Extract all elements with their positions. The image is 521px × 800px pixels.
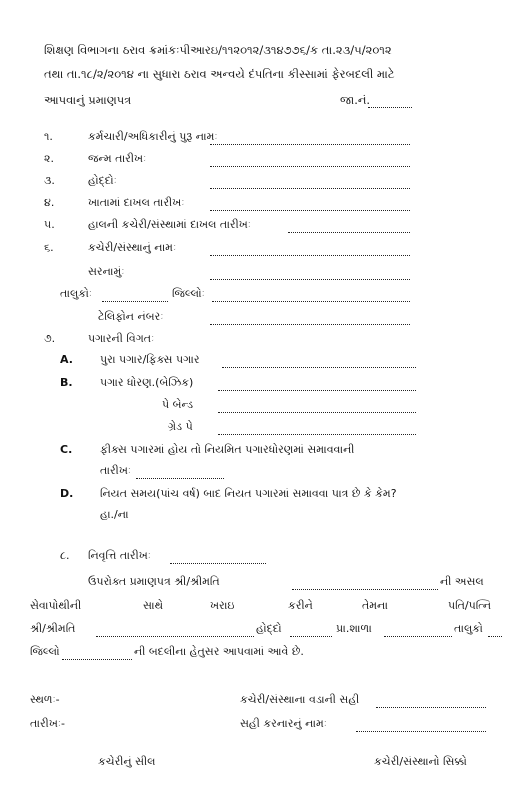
certificate-word-service-book: સેવાપોથીની <box>30 599 82 612</box>
department-joining-date-field[interactable] <box>210 210 410 211</box>
phone-field[interactable] <box>210 324 410 325</box>
salary-d-letter: D. <box>60 487 74 500</box>
item-4-label: ખાતામાં દાખલ તારીખઃ <box>88 196 185 209</box>
certificate-word-their: તેમના <box>362 599 388 612</box>
item-1-number: ૧. <box>44 130 53 143</box>
date-label: તારીખઃ- <box>30 717 65 730</box>
signer-name-field[interactable] <box>356 731 486 732</box>
reference-number-label: જા.નં. <box>340 93 371 107</box>
birth-date-field[interactable] <box>210 166 410 167</box>
retirement-date-label: નિવૃત્તિ તારીખઃ <box>88 549 151 562</box>
fixed-pay-eligibility-question: નિયત સમય(પાંચ વર્ષ) બાદ નિયત પગારમાં સમાવવા પાત્ર છે કે કેમ? <box>100 487 397 500</box>
pay-scale-label: પગાર ધોરણ.(બેઝિક) <box>100 376 194 389</box>
taluka-field[interactable] <box>102 301 168 302</box>
pay-scale-field[interactable] <box>218 390 416 391</box>
place-label: સ્થળઃ- <box>30 693 60 706</box>
item-6-label: કચેરી/સંસ્થાનું નામઃ <box>88 241 177 254</box>
spouse-taluka-field[interactable] <box>488 636 502 637</box>
salary-c-letter: C. <box>60 443 73 456</box>
item-6-number: ૬. <box>44 241 54 254</box>
retirement-date-field[interactable] <box>170 563 266 564</box>
certificate-closing-text: ની બદલીના હેતુસર આપવામાં આવે છે. <box>134 645 304 658</box>
spouse-name-label: શ્રી/શ્રીમતિ <box>30 622 76 635</box>
institution-stamp-label: કચેરી/સંસ્થાનો સિક્કો <box>374 755 467 768</box>
head-signature-label: કચેરી/સંસ્થાના વડાની સહી <box>240 693 360 706</box>
full-salary-label: પુરા પગાર/ફિક્સ પગાર <box>100 353 200 366</box>
primary-school-label: પ્રા.શાળા <box>336 622 372 635</box>
grade-pay-label: ગ્રેડ પે <box>168 420 193 433</box>
spouse-name-field[interactable] <box>96 636 254 637</box>
certificate-word-verify: ખરાઇ <box>210 599 235 612</box>
head-signature-field[interactable] <box>376 707 486 708</box>
primary-school-field[interactable] <box>384 636 452 637</box>
item-3-number: ૩. <box>44 174 55 187</box>
regularization-label: ફીક્સ પગારમાં હોય તો નિયમિત પગારધોરણમાં સમાવવાની <box>100 443 355 456</box>
address-field[interactable] <box>210 279 410 280</box>
spouse-district-label: જિલ્લો <box>30 645 60 658</box>
salary-a-letter: A. <box>60 353 73 366</box>
reference-number-field[interactable] <box>368 107 412 108</box>
designation-field[interactable] <box>210 188 410 189</box>
item-2-number: ૨. <box>44 152 54 165</box>
certificate-word-spouse: પતિ/પત્નિ <box>448 599 492 612</box>
yes-no-answer[interactable]: હા./ના <box>100 508 129 521</box>
item-7-number: ૭. <box>44 332 56 345</box>
certificate-line-1-end: ની અસલ <box>440 575 484 588</box>
item-1-label: કર્મચારી/અધિકારીનું પુરૂ નામઃ <box>88 130 218 143</box>
certificate-word-after: કરીને <box>288 599 313 612</box>
certificate-word-with: સાથે <box>143 599 164 612</box>
certificate-line-1-start: ઉપરોક્ત પ્રમાણપત્ર શ્રી/શ્રીમતિ <box>88 575 220 588</box>
salary-details-title: પગારની વિગતઃ <box>88 332 155 345</box>
full-salary-field[interactable] <box>222 367 416 368</box>
district-label: જિલ્લોઃ <box>172 287 205 300</box>
spouse-district-field[interactable] <box>62 659 132 660</box>
spouse-taluka-label: તાલુકો <box>454 622 483 635</box>
office-seal-label: કચેરીનું સીલ <box>98 755 156 768</box>
item-2-label: જન્મ તારીખઃ <box>88 152 147 165</box>
item-5-number: ૫. <box>44 218 55 231</box>
pay-band-field[interactable] <box>218 412 416 413</box>
header-line-3: આપવાનું પ્રમાણપત્ર <box>44 93 132 107</box>
salary-b-letter: B. <box>60 376 73 389</box>
grade-pay-field[interactable] <box>218 434 416 435</box>
current-office-joining-date-field[interactable] <box>288 232 410 233</box>
item-4-number: ૪. <box>44 196 55 209</box>
header-line-2: તથા તા.૧૮/૨/૨૦૧૪ ના સુધારા ઠરાવ અન્વયે દંપતિના કીસ્સામાં ફેરબદલી માટે <box>44 67 395 81</box>
item-5-label: હાલની કચેરી/સંસ્થામાં દાખલ તારીખઃ <box>88 218 251 231</box>
item-3-label: હોદ્દોઃ <box>88 174 117 187</box>
spouse-designation-field[interactable] <box>290 636 332 637</box>
header-line-1: શિક્ષણ વિભાગના ઠરાવ ક્રમાંકઃપીઆરઇ/૧૧૨૦૧૨/૩૧૪૭૭૬/ક તા.૨૩/૫/૨૦૧૨ <box>44 43 392 57</box>
office-name-field[interactable] <box>210 255 410 256</box>
district-field[interactable] <box>212 301 410 302</box>
employee-name-field[interactable] <box>210 144 410 145</box>
employee-name-certify-field[interactable] <box>292 589 438 590</box>
spouse-designation-label: હોદ્દો <box>256 622 282 635</box>
regularization-date-field[interactable] <box>136 478 224 479</box>
phone-label: ટેલિફોન નંબરઃ <box>98 310 164 323</box>
address-label: સરનામુંઃ <box>88 265 125 278</box>
taluka-label: તાલુકોઃ <box>60 287 92 300</box>
signer-name-label: સહી કરનારનું નામઃ <box>240 717 327 730</box>
regularization-date-label: તારીખઃ <box>100 464 132 477</box>
pay-band-label: પે બેન્ડ <box>162 398 194 411</box>
item-8-number: ૮. <box>60 549 70 562</box>
